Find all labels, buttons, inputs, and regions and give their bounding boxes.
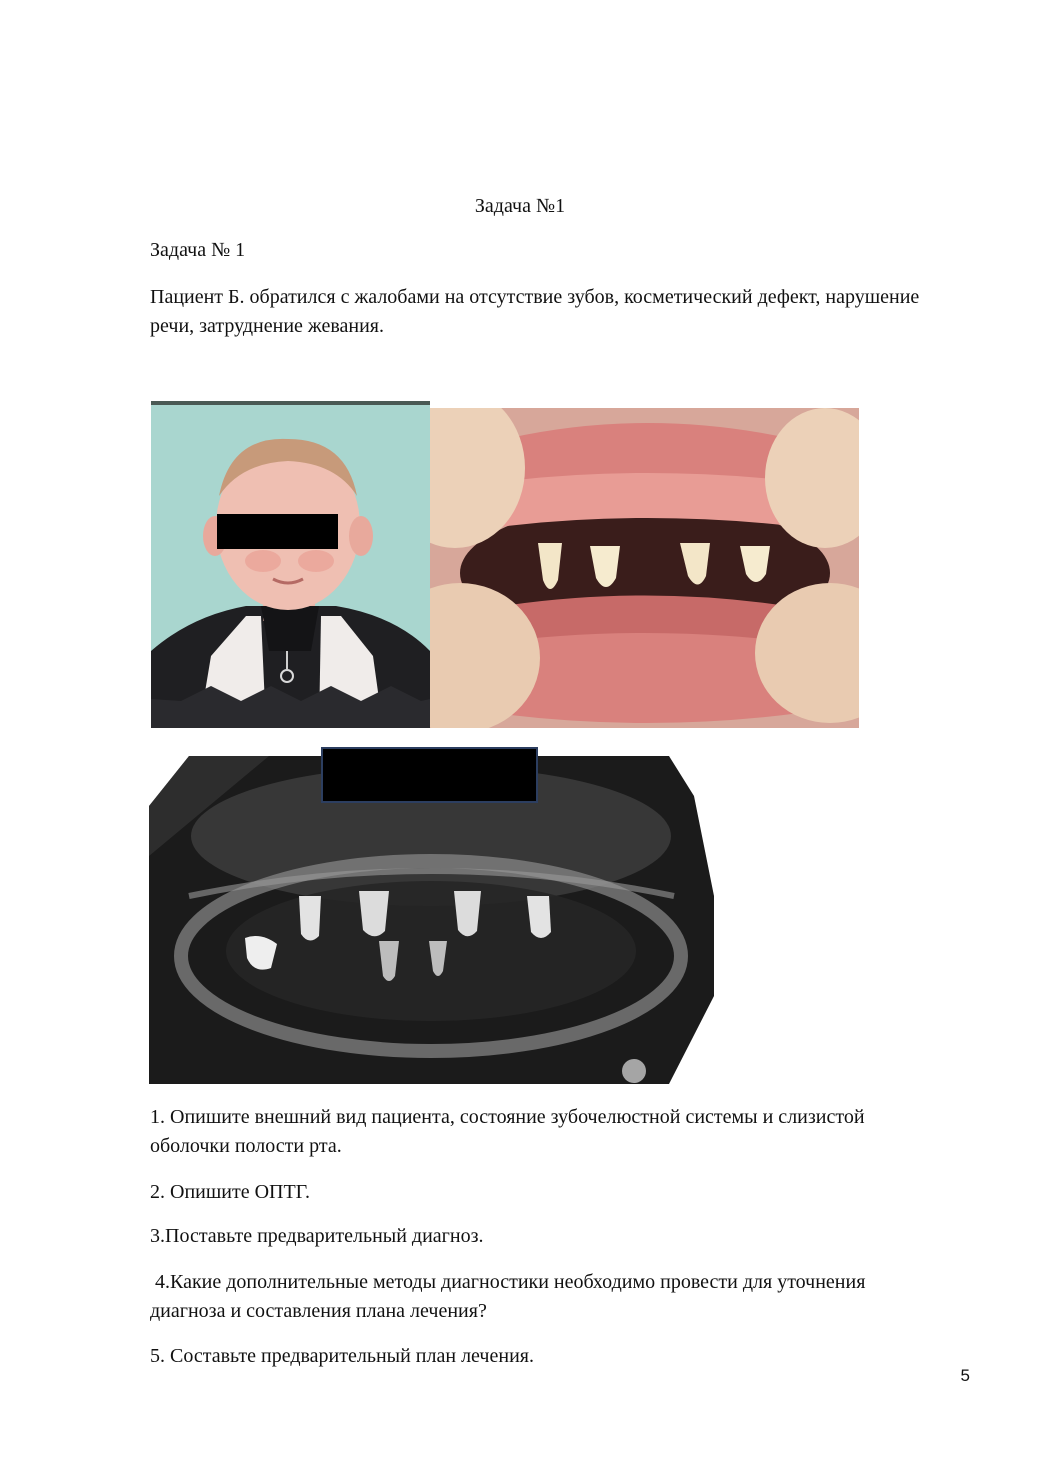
task-subheading: Задача № 1 bbox=[150, 239, 246, 261]
question-1-line-2: оболочки полости рта. bbox=[150, 1135, 342, 1157]
intraoral-photo bbox=[430, 408, 859, 728]
question-2: 2. Опишите ОПТГ. bbox=[150, 1181, 310, 1203]
page-title: Задача №1 bbox=[474, 195, 566, 217]
question-4-line-2: диагноза и составления плана лечения? bbox=[150, 1300, 487, 1322]
question-5: 5. Составьте предварительный план лечения. bbox=[150, 1345, 534, 1367]
page-number: 5 bbox=[960, 1366, 970, 1385]
patient-portrait-photo bbox=[151, 401, 430, 728]
question-3: 3.Поставьте предварительный диагноз. bbox=[150, 1225, 484, 1247]
panoramic-xray bbox=[149, 746, 714, 1084]
intro-text-line-1: Пациент Б. обратился с жалобами на отсутствие зубов, косметический дефект, нарушение bbox=[150, 286, 920, 308]
intro-text-line-2: речи, затруднение жевания. bbox=[150, 315, 384, 337]
question-1-line-1: 1. Опишите внешний вид пациента, состояние зубочелюстной системы и слизистой bbox=[150, 1106, 865, 1128]
question-4-line-1: 4.Какие дополнительные методы диагностики необходимо провести для уточнения bbox=[150, 1271, 866, 1293]
